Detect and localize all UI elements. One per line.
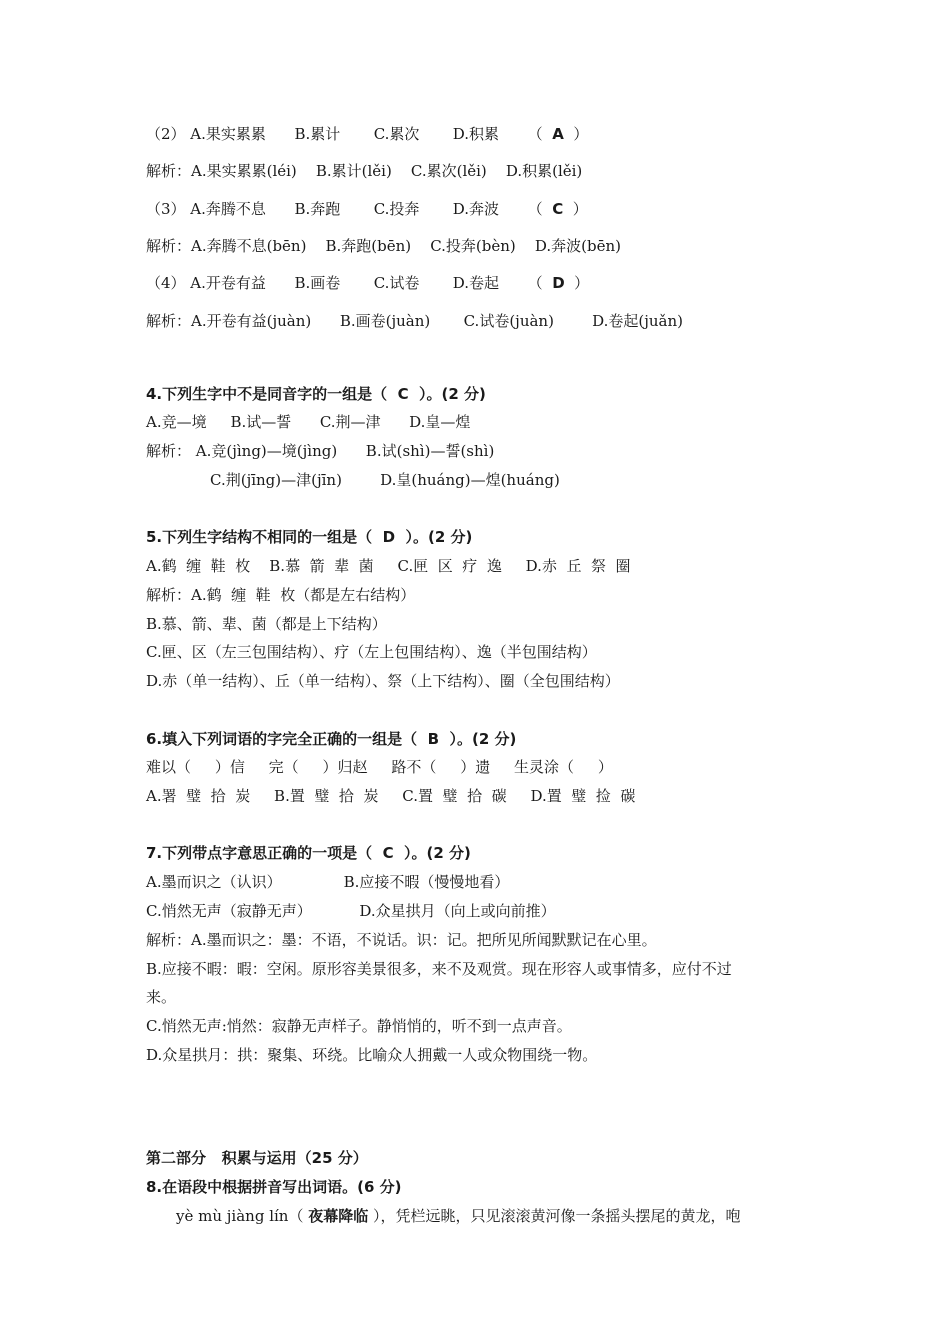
q3-item-2: （2） A.果实累累 B.累计 C.累次 D.积累 （ A ） <box>146 125 589 143</box>
answer-mark: A <box>552 125 564 143</box>
q5-options: A.鹤 缠 鞋 枚 B.慕 箭 辈 菌 C.匣 区 疗 逸 D.赤 丘 祭 圈 <box>146 557 631 575</box>
answer-mark: C <box>552 200 564 218</box>
q3-analysis-3: 解析：A.奔腾不息(bēn) B.奔跑(bēn) C.投奔(bèn) D.奔波(bēn) <box>146 237 621 255</box>
q4-analysis-1: 解析： A.竞(jìng)—境(jìng) B.试(shì)—誓(shì) <box>146 442 495 460</box>
q3-analysis-4: 解析：A.开卷有益(juàn) B.画卷(juàn) C.试卷(juàn) D.卷起(juǎn) <box>146 312 683 330</box>
q8-answer: 夜幕降临 <box>308 1207 369 1225</box>
q7-analysis-4: C.悄然无声:悄然：寂静无声样子。静悄悄的，听不到一点声音。 <box>146 1017 572 1035</box>
q3-analysis-2: 解析：A.果实累累(léi) B.累计(lěi) C.累次(lěi) D.积累(lěi) <box>146 162 583 180</box>
q7-options-2: C.悄然无声（寂静无声） D.众星拱月（向上或向前推） <box>146 902 556 920</box>
q5-analysis-1: 解析：A.鹤 缠 鞋 枚（都是左右结构） <box>146 586 416 604</box>
q7-analysis-1: 解析：A.墨而识之：墨：不语，不说话。识：记。把所见所闻默默记在心里。 <box>146 931 657 949</box>
q5-analysis-3: C.匣、区（左三包围结构）、疗（左上包围结构）、逸（半包围结构） <box>146 643 597 661</box>
q4-options: A.竞—境 B.试—誓 C.荆—津 D.皇—煌 <box>146 413 471 431</box>
q8-paragraph: yè mù jiàng lín（ 夜幕降临 ），凭栏远眺，只见滚滚黄河像一条摇头摆尾的黄龙，咆 <box>176 1207 741 1225</box>
q7-analysis-2: B.应接不暇：暇：空闲。原形容美景很多，来不及观赏。现在形容人或事情多，应付不过 <box>146 960 732 978</box>
q6-title: 6.填入下列词语的字完全正确的一组是（ B ）。(2 分) <box>146 730 517 748</box>
q8-title: 8.在语段中根据拼音写出词语。(6 分) <box>146 1178 402 1196</box>
q7-options-1: A.墨而识之（认识） B.应接不暇（慢慢地看） <box>146 873 510 891</box>
q3-item-3: （3） A.奔腾不息 B.奔跑 C.投奔 D.奔波 （ C ） <box>146 200 588 218</box>
q7-analysis-3: 来。 <box>146 988 177 1006</box>
q5-analysis-2: B.慕、箭、辈、菌（都是上下结构） <box>146 615 387 633</box>
q6-options: A.署 璧 拾 炭 B.置 璧 拾 炭 C.置 璧 拾 碳 D.置 璧 捡 碳 <box>146 787 636 805</box>
q6-blanks: 难以（ ）信 完（ ）归赵 路不（ ）遗 生灵涂（ ） <box>146 758 613 776</box>
q5-analysis-4: D.赤（单一结构）、丘（单一结构）、祭（上下结构）、圈（全包围结构） <box>146 672 620 690</box>
q4-title: 4.下列生字中不是同音字的一组是（ C ）。(2 分) <box>146 385 486 403</box>
q7-analysis-5: D.众星拱月：拱：聚集、环绕。比喻众人拥戴一人或众物围绕一物。 <box>146 1046 598 1064</box>
part2-title: 第二部分 积累与运用（25 分） <box>146 1149 368 1167</box>
q3-item-4: （4） A.开卷有益 B.画卷 C.试卷 D.卷起 （ D ） <box>146 274 590 292</box>
q7-title: 7.下列带点字意思正确的一项是（ C ）。(2 分) <box>146 844 471 862</box>
answer-mark: D <box>552 274 565 292</box>
q5-title: 5.下列生字结构不相同的一组是（ D ）。(2 分) <box>146 528 473 546</box>
q4-analysis-2: C.荆(jīng)—津(jīn) D.皇(huáng)—煌(huáng) <box>210 471 560 489</box>
